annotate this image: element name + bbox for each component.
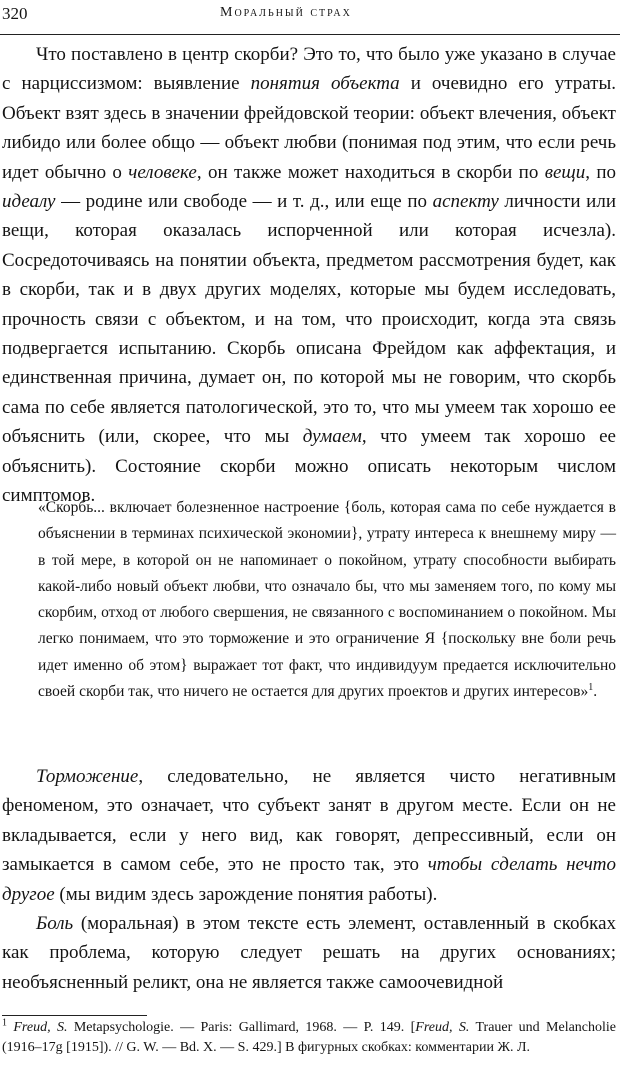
paragraph-pain: Боль (моральная) в этом тексте есть элемент, оставленный в скобках как проблема, которую следует решать на других основаниях; необъясненный реликт, она не является также самоочевидной	[2, 913, 616, 993]
footnote-divider	[2, 1015, 147, 1016]
page-header	[0, 0, 620, 35]
running-head: Моральный страх	[220, 5, 352, 20]
paragraph-inhibition: Торможение, следовательно, не является чисто негативным феноменом, это означает, что субъект занят в другом месте. Если он не вкладывается, если у него вид, как говорят, депрессивный, если он замыкается в самом себе, это не просто так, это чтобы сделать нечто другое (мы видим здесь зарождение понятия работы).	[2, 766, 616, 905]
page-number: 320	[2, 4, 28, 23]
footnote-ref: 1	[588, 681, 594, 693]
paragraph-scorb-object: Что поставлено в центр скорби? Это то, что было уже указано в случае с нарциссизмом: выявление понятия объекта и очевидно его утраты. Объект взят здесь в значении фрейдовской теории: объект влечения, объект либидо или более общо — объект любви (понимая под этим, что если речь идет обычно о человеке, он также может находиться в скорби по вещи, по идеалу — родине или свободе — и т. д., или еще по аспекту личности или вещи, которая оказалась испорченной или которая исчезла). Сосредоточиваясь на понятии объекта, предметом рассмотрения будет, как в скорби, так и в двух других моделях, которые мы будем исследовать, прочность связи с объектом, и на том, что происходит, когда эта связь подвергается испытанию. Скорбь описана Фрейдом как аффектация, и единственная причина, думает он, по которой мы не говорим, что скорбь сама по себе является патологической, это то, что мы умеем так хорошо ее объяснить (или, скорее, что мы думаем, что умеем так хорошо ее объяснить). Состояние скорби можно описать некоторым числом симптомов.	[2, 44, 616, 507]
footnote: $^1$ Freud, S. Metapsychologie. — Paris: Gallimard, 1968. — P. 149. [Freud, S. Trauer und Melancholie (1916–17g [1915]). // G. W. — Bd. X. — S. 429.] В фигурных скобках: комментарии Ж. Л.	[2, 1017, 617, 1055]
footnote-number: 1	[2, 1017, 7, 1029]
freud-quote: «Скорбь... включает болезненное настроение {боль, которая сама по себе нуждается в объяснении в терминах психической экономии}, утрату интереса к внешнему миру — в той мере, в которой он не напоминает о покойном, утрату способности выбирать какой-либо новый объект любви, что означало бы, что мы заменяем того, по кому мы скорбим, отход от любого свершения, не связанного с воспоминанием о покойном. Мы легко понимаем, что это торможение и это ограничение Я {поскольку вне боли речь идет именно об этом} выражает тот факт, что индивидуум предается исключительно своей скорби так, что ничего не остается для других проектов и других интересов»$^1$.	[38, 499, 616, 701]
